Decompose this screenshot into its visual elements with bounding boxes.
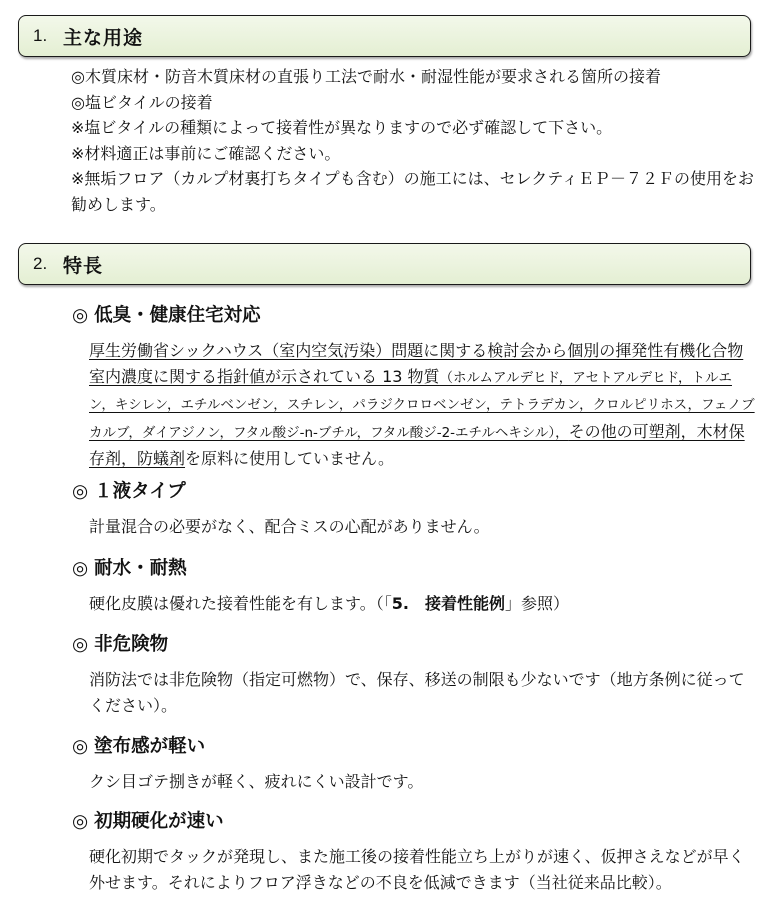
- feature-heading: [72, 555, 762, 583]
- uses-item: ※材料適正は事前にご確認ください。: [71, 143, 341, 163]
- section-2-title: 特長: [63, 254, 104, 277]
- feature-title: 塗布感が軽い: [94, 736, 206, 757]
- feature-body-reference: 5. 接着性能例: [391, 594, 505, 613]
- uses-item: ◎塩ビタイルの接着: [71, 92, 213, 112]
- section-1-title: 主な用途: [63, 26, 144, 49]
- feature-fast-initial-cure: [72, 808, 762, 895]
- section-1-number: 1.: [33, 26, 48, 45]
- feature-heading: [72, 302, 762, 330]
- feature-body-substances: （ホルムアルデヒド，アセトアルデヒド，トルエン，キシレン，エチルベンゼン，スチレン，パラジクロロベンゼン，テトラデカン，クロルピリホス，フェノブカルブ，ダイアジノン，フタル酸ジ-n-ブチル，フタル酸ジ-2-エチルヘキシル），: [89, 369, 755, 441]
- double-circle-icon: ◎: [72, 811, 89, 832]
- feature-title: 耐水・耐熱: [94, 558, 187, 579]
- uses-list: [71, 64, 761, 217]
- double-circle-icon: ◎: [72, 558, 89, 579]
- feature-body-other: その他の可塑剤，木材保存剤，防蟻剤: [89, 421, 745, 468]
- feature-title: 低臭・健康住宅対応: [94, 305, 261, 326]
- feature-body-text: 厚生労働省シックハウス（室内空気汚染）問題に関する検討会から個別の揮発性有機化合物室内濃度に関する指針値が示されている 13 物質: [89, 341, 744, 386]
- uses-item: ※塩ビタイルの種類によって接着性が異なりますので必ず確認して下さい。: [71, 118, 613, 137]
- feature-body: [89, 338, 757, 472]
- uses-item: ◎木質床材・防音木質床材の直張り工法で耐水・耐湿性能が要求される箇所の接着: [71, 67, 661, 86]
- feature-heading: [72, 808, 762, 836]
- double-circle-icon: ◎: [72, 634, 89, 655]
- feature-heading: [72, 478, 762, 506]
- feature-body-tail: を原料に使用していません。: [185, 449, 394, 468]
- feature-non-hazardous: [72, 631, 762, 718]
- uses-item: ※無垢フロア（カルプ材裏打ちタイプも含む）の施工には、セレクティＥＰ－７２Ｆの使用をお勧めします。: [71, 169, 755, 214]
- feature-body-post: 」参照）: [504, 594, 569, 613]
- double-circle-icon: ◎: [72, 481, 89, 502]
- section-1-header: [18, 15, 751, 57]
- section-2-number: 2.: [33, 254, 48, 273]
- feature-water-heat-resistance: [72, 555, 762, 617]
- feature-body: クシ目ゴテ捌きが軽く、疲れにくい設計です。: [89, 772, 424, 791]
- feature-title: 非危険物: [94, 634, 169, 655]
- feature-light-application: [72, 733, 762, 795]
- feature-body: 計量混合の必要がなく、配合ミスの心配がありません。: [89, 517, 490, 536]
- feature-body: 消防法では非危険物（指定可燃物）で、保存、移送の制限も少ないです（地方条例に従ってください）。: [89, 670, 745, 715]
- feature-body: [89, 591, 757, 617]
- feature-title: １液タイプ: [94, 481, 186, 502]
- feature-body: 硬化初期でタックが発現し、また施工後の接着性能立ち上がりが速く、仮押さえなどが早く外せます。それによりフロア浮きなどの不良を低減できます（当社従来品比較）。: [89, 847, 745, 892]
- double-circle-icon: ◎: [72, 305, 89, 326]
- feature-heading: [72, 631, 762, 659]
- feature-one-component: [72, 478, 762, 540]
- double-circle-icon: ◎: [72, 736, 89, 757]
- feature-heading: [72, 733, 762, 761]
- feature-body-pre: 硬化皮膜は優れた接着性能を有します。（「: [89, 594, 392, 613]
- feature-title: 初期硬化が速い: [94, 811, 224, 832]
- section-2-header: [18, 243, 751, 285]
- feature-low-odor: [72, 302, 762, 472]
